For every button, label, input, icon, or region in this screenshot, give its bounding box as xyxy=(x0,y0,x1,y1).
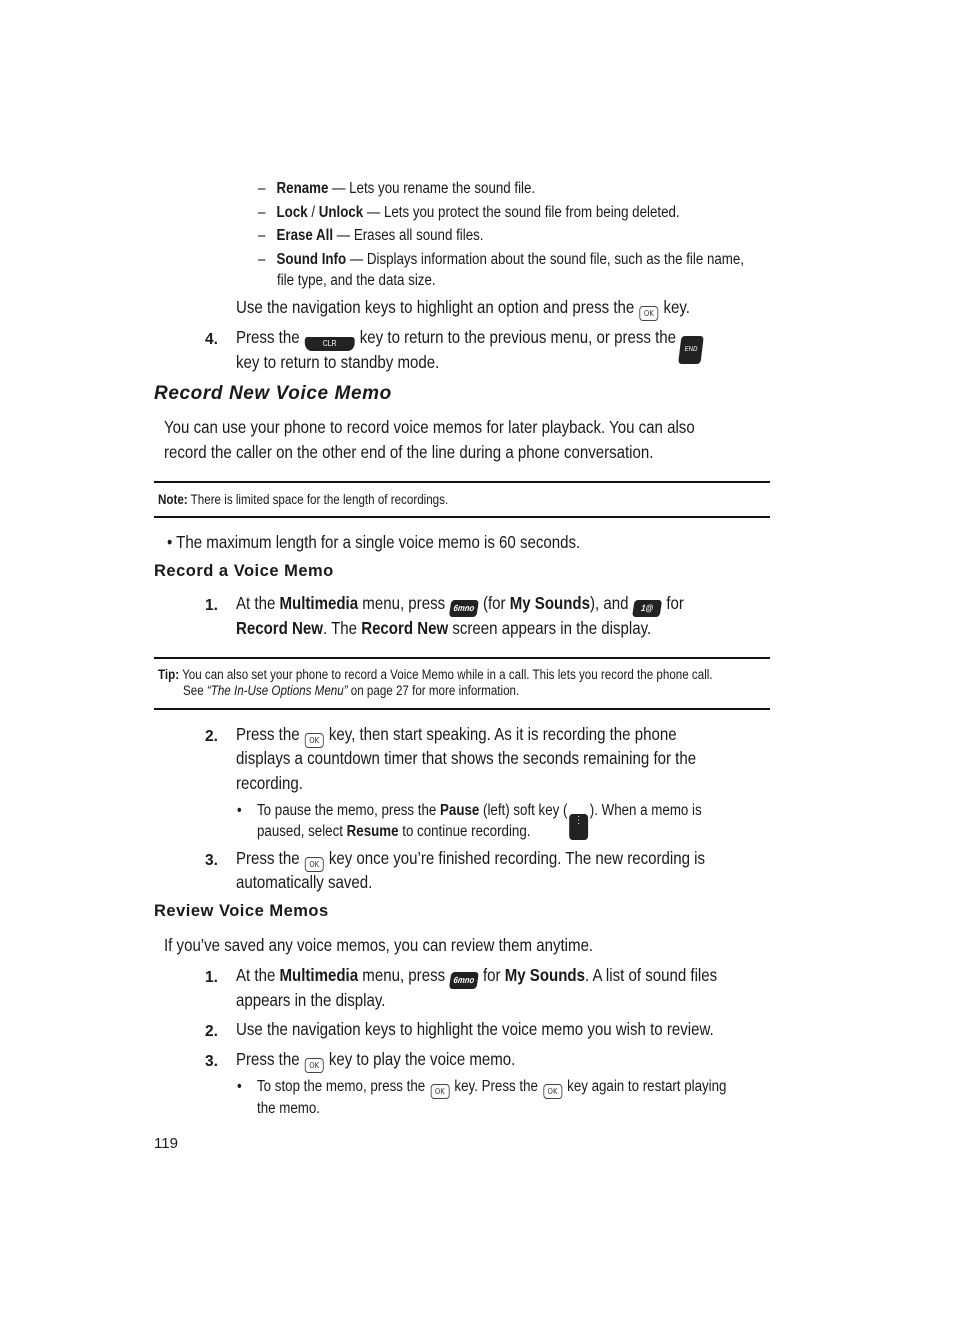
option-desc: — Lets you protect the sound file from being deleted. xyxy=(363,204,680,221)
text: Pause xyxy=(440,802,480,819)
stop-bullet-line2: the memo. xyxy=(257,1100,320,1117)
tip-line1 xyxy=(158,666,713,683)
end-key-icon: END xyxy=(678,336,704,364)
text: Multimedia xyxy=(279,965,359,985)
text: key once you’re finished recording. The new recording is xyxy=(328,848,706,868)
option-sound-info xyxy=(258,249,744,270)
text: key again to restart playing xyxy=(567,1078,727,1095)
text: ). When a memo is xyxy=(589,802,702,819)
text: To stop the memo, press the xyxy=(257,1078,426,1095)
review-step2: Use the navigation keys to highlight the voice memo you wish to review. xyxy=(236,1019,714,1039)
text: At the xyxy=(236,965,280,985)
review-step1-line2: appears in the display. xyxy=(236,990,386,1010)
text: key. xyxy=(663,297,690,317)
step-number: 3. xyxy=(205,1053,218,1070)
section-intro-1: You can use your phone to record voice memos for later playback. You can also xyxy=(164,417,695,437)
tip-label: Tip: xyxy=(158,667,180,682)
page-number: 119 xyxy=(154,1135,178,1152)
tip-bottom-rule xyxy=(154,708,770,710)
record-step3-line2: automatically saved. xyxy=(236,872,373,892)
text: paused, select xyxy=(257,823,347,840)
option-erase-all xyxy=(258,225,484,246)
dash: – xyxy=(258,204,266,221)
text: . A list of sound files xyxy=(584,965,718,985)
ok-key-icon: OK xyxy=(430,1084,449,1099)
step-number: 4. xyxy=(205,331,218,348)
max-length-bullet: • The maximum length for a single voice memo is 60 seconds. xyxy=(167,532,581,552)
step4-line2: key to return to standby mode. xyxy=(236,352,440,372)
record-step1-line2 xyxy=(236,616,651,640)
text: At the xyxy=(236,593,280,613)
text: menu, press xyxy=(358,965,446,985)
tip-line2 xyxy=(183,682,519,699)
option-lock-unlock xyxy=(258,202,680,223)
text: My Sounds xyxy=(504,965,585,985)
ok-key-icon: OK xyxy=(305,1058,324,1073)
review-step3 xyxy=(236,1047,515,1073)
text: See xyxy=(183,683,207,698)
text: Record New xyxy=(361,618,449,638)
option-sep: / xyxy=(307,204,319,221)
step-number: 2. xyxy=(205,728,218,745)
record-step2-line1 xyxy=(236,722,677,748)
dash: – xyxy=(258,180,266,197)
nav-instruction xyxy=(236,295,690,321)
text: To pause the memo, press the xyxy=(257,802,441,819)
option-desc: — Erases all sound files. xyxy=(333,227,484,244)
text: for xyxy=(666,593,684,613)
option-label: Sound Info xyxy=(276,251,347,268)
dash: – xyxy=(258,251,266,268)
option-label: Erase All xyxy=(276,227,334,244)
ok-key-icon: OK xyxy=(543,1084,562,1099)
one-key-icon: 1@ xyxy=(632,600,662,617)
pause-bullet-line2 xyxy=(257,821,530,842)
text: on page 27 for more information. xyxy=(347,683,520,698)
text: menu, press xyxy=(358,593,446,613)
record-step2-line2: displays a countdown timer that shows the seconds remaining for the xyxy=(236,748,697,768)
note-top-rule xyxy=(154,481,770,483)
option-desc: — Lets you rename the sound file. xyxy=(328,180,536,197)
text: . The xyxy=(322,618,362,638)
option-rename xyxy=(258,178,535,199)
review-title: Review Voice Memos xyxy=(154,902,329,920)
left-soft-key-icon: ⋮ xyxy=(569,814,588,840)
clr-key-icon: CLR xyxy=(305,337,355,351)
text: Multimedia xyxy=(279,593,359,613)
record-step1-line1 xyxy=(236,591,684,617)
text: Resume xyxy=(346,823,399,840)
text: to continue recording. xyxy=(398,823,531,840)
text: (left) soft key ( xyxy=(479,802,568,819)
text: key. Press the xyxy=(454,1078,538,1095)
note xyxy=(158,491,448,508)
note-text: There is limited space for the length of recordings. xyxy=(187,492,449,507)
bullet-dot: • xyxy=(237,1078,242,1095)
text: key, then start speaking. As it is recording the phone xyxy=(328,724,677,744)
option-sound-info-cont: file type, and the data size. xyxy=(277,272,436,289)
record-title: Record a Voice Memo xyxy=(154,562,334,580)
bullet-dot: • xyxy=(237,802,242,819)
step-number: 1. xyxy=(205,597,218,614)
dash: – xyxy=(258,227,266,244)
text: Press the xyxy=(236,724,300,744)
ok-key-icon: OK xyxy=(305,733,324,748)
text: key to play the voice memo. xyxy=(328,1049,516,1069)
option-label: Unlock xyxy=(318,204,364,221)
text: key to return to the previous menu, or press the xyxy=(359,327,677,347)
step-number: 1. xyxy=(205,969,218,986)
record-step2-line3: recording. xyxy=(236,773,303,793)
text: My Sounds xyxy=(509,593,590,613)
record-step3-line1 xyxy=(236,846,705,872)
step-number: 3. xyxy=(205,852,218,869)
ok-key-icon: OK xyxy=(639,306,658,321)
six-key-icon: 6mno xyxy=(449,600,479,617)
text: Record New xyxy=(236,618,323,638)
section-intro-2: record the caller on the other end of the line during a phone conversation. xyxy=(164,442,654,462)
option-desc: — Displays information about the sound file, such as the file name, xyxy=(346,251,745,268)
tip-reference: “The In-Use Options Menu” xyxy=(206,683,348,698)
text: ), and xyxy=(589,593,629,613)
section-title: Record New Voice Memo xyxy=(154,383,392,404)
review-intro: If you’ve saved any voice memos, you can review them anytime. xyxy=(164,935,594,955)
text: (for xyxy=(482,593,510,613)
tip-text: You can also set your phone to record a Voice Memo while in a call. This lets you record the phone call. xyxy=(179,667,713,682)
six-key-icon: 6mno xyxy=(449,972,479,989)
text: for xyxy=(482,965,505,985)
text: Press the xyxy=(236,848,300,868)
text: Press the xyxy=(236,327,300,347)
text: Press the xyxy=(236,1049,300,1069)
ok-key-icon: OK xyxy=(305,857,324,872)
note-bottom-rule xyxy=(154,516,770,518)
tip-top-rule xyxy=(154,657,770,659)
review-step1-line1 xyxy=(236,963,717,989)
note-label: Note: xyxy=(158,492,188,507)
text: screen appears in the display. xyxy=(448,618,652,638)
option-label: Rename xyxy=(276,180,329,197)
text: Use the navigation keys to highlight an option and press the xyxy=(236,297,635,317)
stop-bullet-line1 xyxy=(257,1076,726,1099)
step-number: 2. xyxy=(205,1023,218,1040)
option-label: Lock xyxy=(276,204,308,221)
